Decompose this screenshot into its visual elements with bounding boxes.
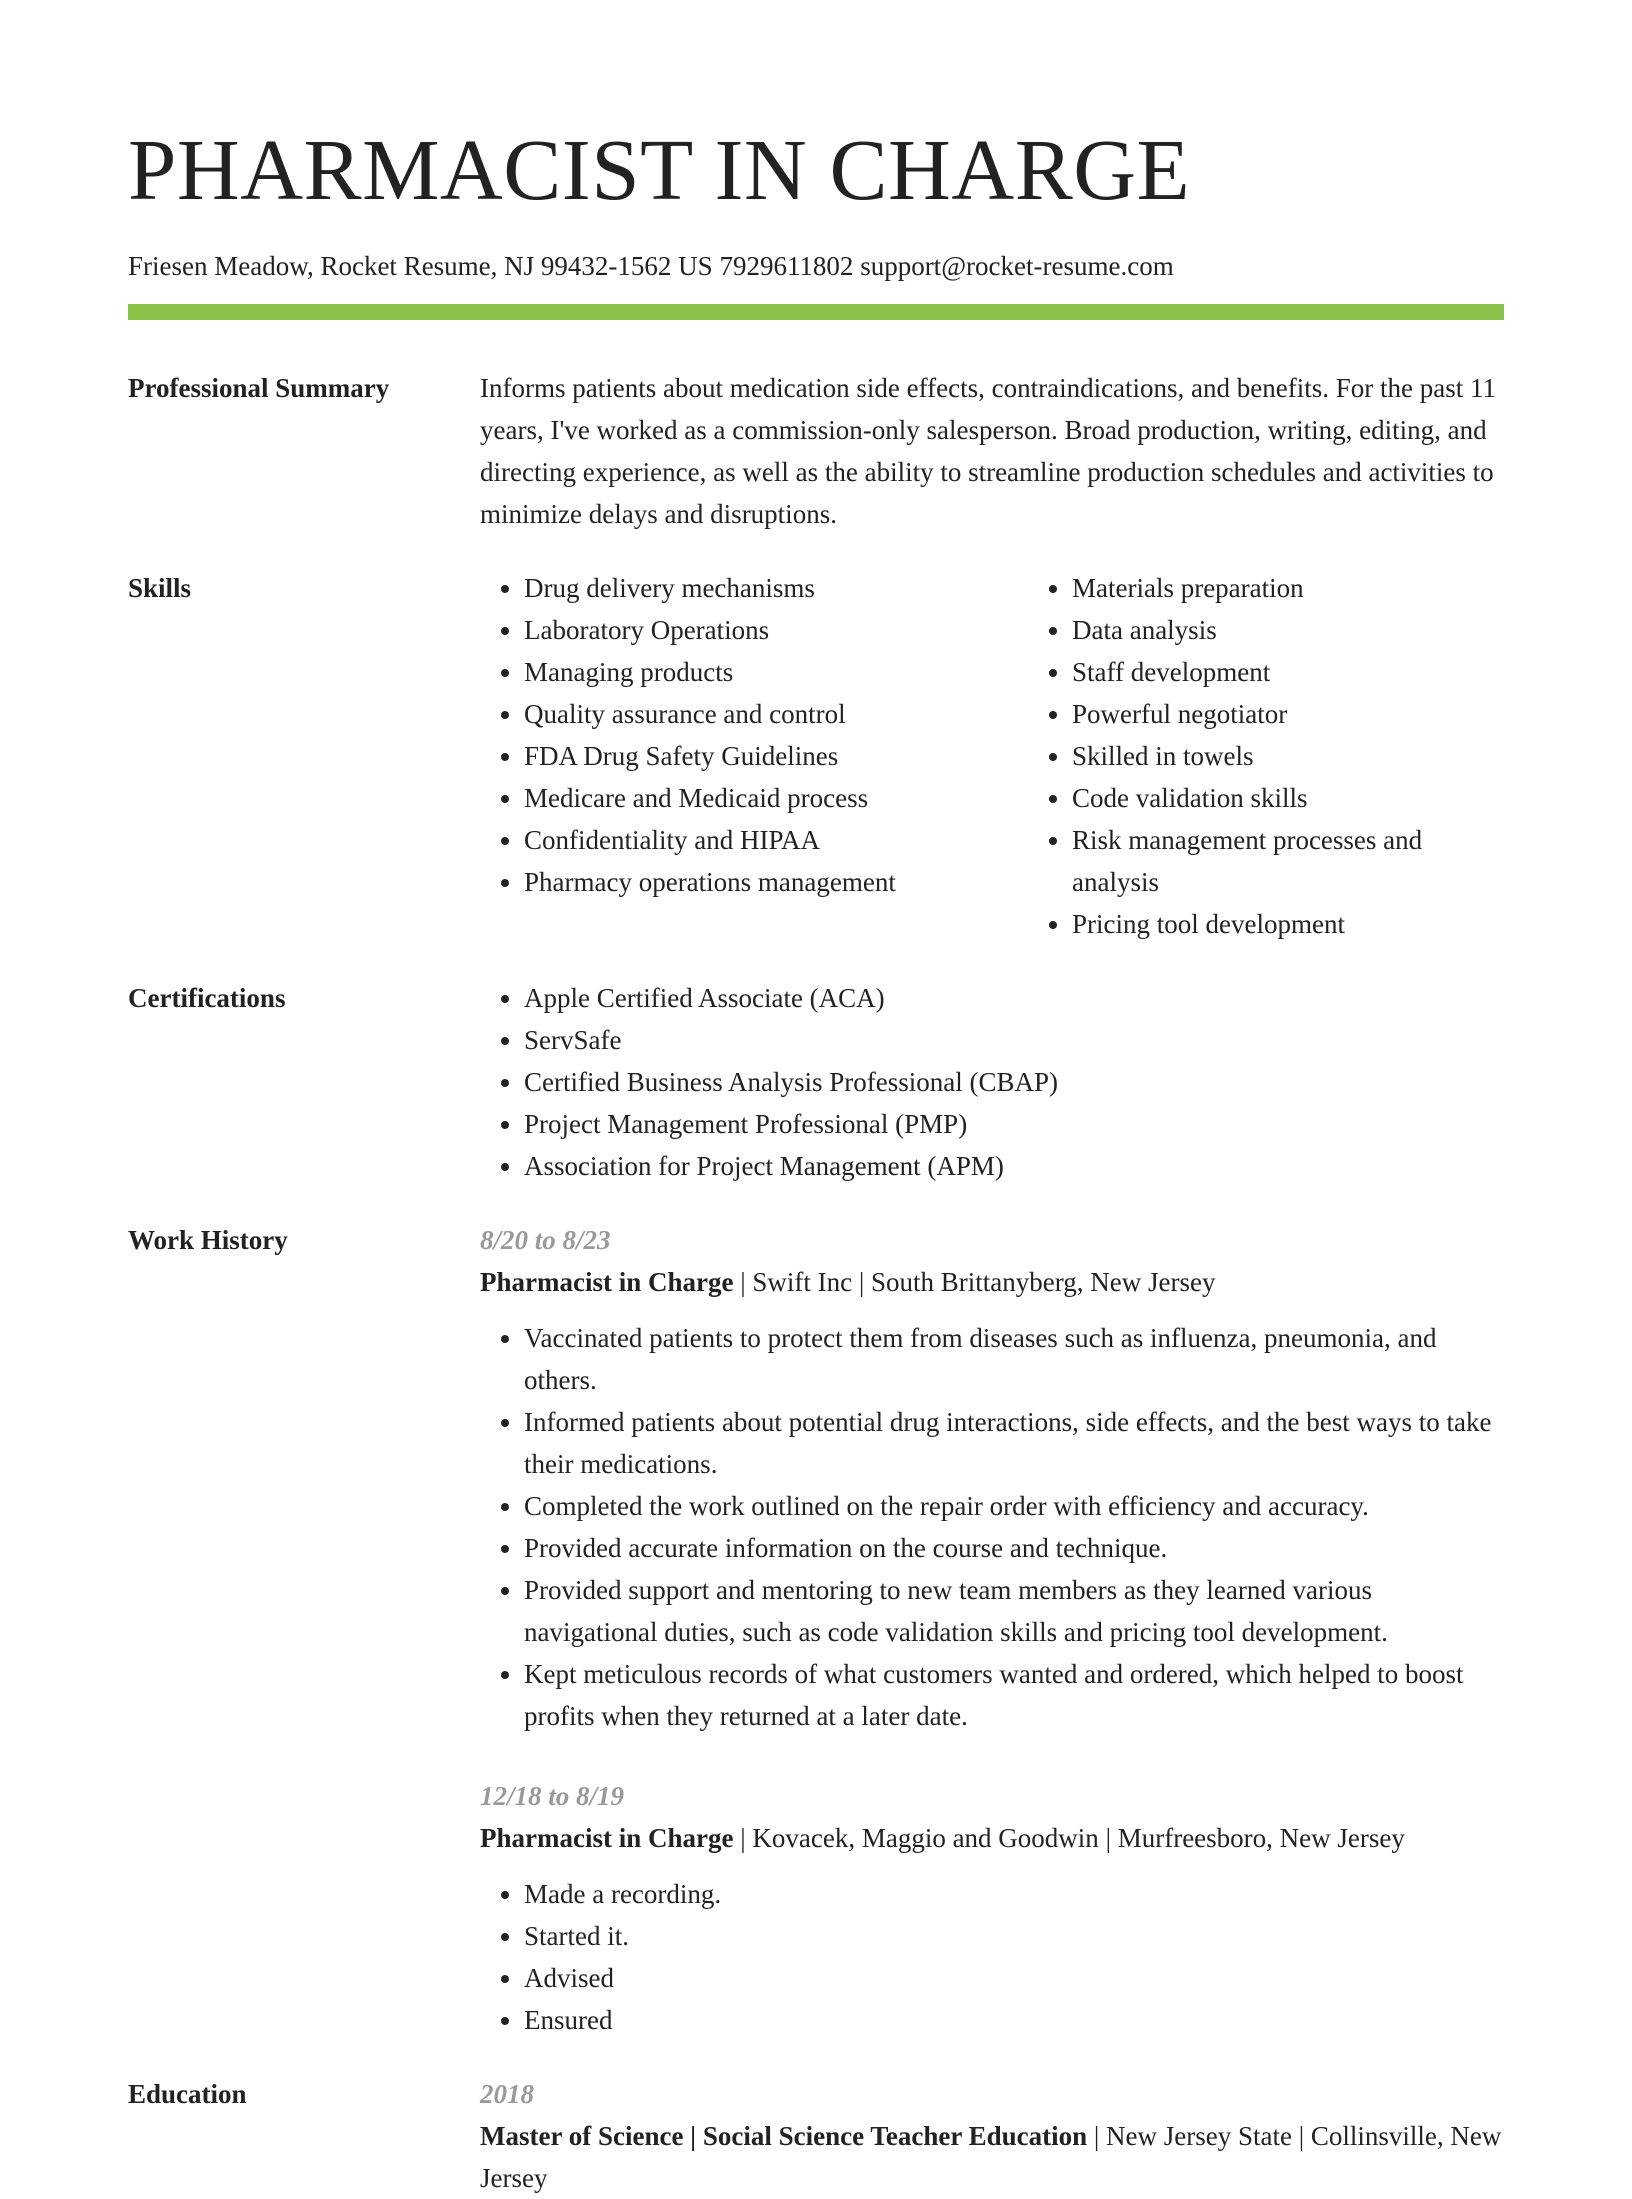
header-divider bbox=[128, 304, 1504, 320]
list-item: • Started it. bbox=[524, 1915, 1504, 1957]
job-title-line bbox=[480, 1817, 1504, 1859]
education-location: Collinsville, New Jersey bbox=[480, 2121, 1502, 2193]
list-item: • Drug delivery mechanisms bbox=[524, 567, 1028, 609]
education-school: New Jersey State bbox=[1106, 2121, 1292, 2151]
education-degree: Master of Science | Social Science Teacher Education bbox=[480, 2121, 1088, 2151]
job-company: Swift Inc bbox=[752, 1267, 853, 1297]
contact-line bbox=[128, 248, 1504, 284]
separator bbox=[1087, 2121, 1106, 2151]
list-item: • Laboratory Operations bbox=[524, 609, 1028, 651]
contact-email: support@rocket-resume.com bbox=[860, 251, 1174, 281]
list-item: • Quality assurance and control bbox=[524, 693, 1028, 735]
skills-list-1 bbox=[480, 567, 1028, 945]
work-history-body bbox=[480, 1219, 1504, 2041]
list-item: • Medicare and Medicaid process bbox=[524, 777, 1028, 819]
section-label-skills: Skills bbox=[128, 573, 192, 603]
job-title: Pharmacist in Charge bbox=[480, 1823, 734, 1853]
job-duties-list bbox=[480, 1873, 1504, 2041]
list-item: • Managing products bbox=[524, 651, 1028, 693]
list-item: • Certified Business Analysis Professional (CBAP) bbox=[524, 1061, 1504, 1103]
certifications-list bbox=[480, 977, 1504, 1187]
list-item: • Code validation skills bbox=[1072, 777, 1504, 819]
separator bbox=[852, 1267, 871, 1297]
job-dates: 8/20 to 8/23 bbox=[480, 1225, 611, 1255]
education-dates: 2018 bbox=[480, 2079, 534, 2109]
separator bbox=[733, 1267, 752, 1297]
skills-section bbox=[128, 567, 1504, 945]
skills-list-2 bbox=[1028, 567, 1504, 945]
list-item: • Kept meticulous records of what customers wanted and ordered, which helped to boost profits when they returned at a later date. bbox=[524, 1653, 1504, 1737]
contact-address: Friesen Meadow, Rocket Resume, NJ 99432-1562 US bbox=[128, 251, 713, 281]
job-entry bbox=[480, 1775, 1504, 2041]
list-item: • Provided accurate information on the course and technique. bbox=[524, 1527, 1504, 1569]
list-item: • Powerful negotiator bbox=[1072, 693, 1504, 735]
section-label-work-history: Work History bbox=[128, 1225, 288, 1255]
skills-body bbox=[480, 567, 1504, 945]
education-body bbox=[480, 2073, 1504, 2199]
summary-body bbox=[480, 367, 1504, 535]
list-item: • Project Management Professional (PMP) bbox=[524, 1103, 1504, 1145]
job-title: Pharmacist in Charge bbox=[480, 1267, 734, 1297]
list-item: • Made a recording. bbox=[524, 1873, 1504, 1915]
list-item: • Confidentiality and HIPAA bbox=[524, 819, 1028, 861]
list-item: • ServSafe bbox=[524, 1019, 1504, 1061]
education-line bbox=[480, 2115, 1504, 2199]
section-label-education: Education bbox=[128, 2079, 247, 2109]
list-item: • Vaccinated patients to protect them from diseases such as influenza, pneumonia, and others. bbox=[524, 1317, 1504, 1401]
job-location: Murfreesboro, New Jersey bbox=[1117, 1823, 1405, 1853]
list-item: • Data analysis bbox=[1072, 609, 1504, 651]
list-item: • Materials preparation bbox=[1072, 567, 1504, 609]
resume-page bbox=[128, 0, 1504, 2199]
list-item: • Provided support and mentoring to new team members as they learned various navigational duties, such as code validation skills and pricing tool development. bbox=[524, 1569, 1504, 1653]
list-item: • Skilled in towels bbox=[1072, 735, 1504, 777]
list-item: • Risk management processes and analysis bbox=[1072, 819, 1504, 903]
list-item: • Completed the work outlined on the repair order with efficiency and accuracy. bbox=[524, 1485, 1504, 1527]
separator bbox=[733, 1823, 752, 1853]
job-company: Kovacek, Maggio and Goodwin bbox=[752, 1823, 1099, 1853]
section-label-summary: Professional Summary bbox=[128, 373, 390, 403]
certifications-section bbox=[128, 977, 1504, 1187]
list-item: • Ensured bbox=[524, 1999, 1504, 2041]
certifications-body bbox=[480, 977, 1504, 1187]
document-title: PHARMACIST IN CHARGE bbox=[128, 121, 1191, 218]
job-entry bbox=[480, 1219, 1504, 1737]
list-item: • Pricing tool development bbox=[1072, 903, 1504, 945]
job-title-line bbox=[480, 1261, 1504, 1303]
separator bbox=[1292, 2121, 1311, 2151]
list-item: • Association for Project Management (APM) bbox=[524, 1145, 1504, 1187]
work-history-section bbox=[128, 1219, 1504, 2041]
job-duties-list bbox=[480, 1317, 1504, 1737]
list-item: • Advised bbox=[524, 1957, 1504, 1999]
contact-phone: 7929611802 bbox=[719, 251, 854, 281]
section-label-certifications: Certifications bbox=[128, 983, 286, 1013]
list-item: • FDA Drug Safety Guidelines bbox=[524, 735, 1028, 777]
list-item: • Pharmacy operations management bbox=[524, 861, 1028, 903]
skills-columns bbox=[480, 567, 1504, 945]
list-item: • Staff development bbox=[1072, 651, 1504, 693]
summary-text: Informs patients about medication side effects, contraindications, and benefits. For the past 11 years, I've worked as a commission-only salesperson. Broad production, writing, editing, and directing experience, as well as the ability to streamline production schedules and activities to minimize delays and disruptions. bbox=[480, 373, 1496, 529]
education-section bbox=[128, 2073, 1504, 2199]
summary-section bbox=[128, 367, 1504, 535]
separator bbox=[1099, 1823, 1118, 1853]
job-dates: 12/18 to 8/19 bbox=[480, 1781, 625, 1811]
list-item: • Apple Certified Associate (ACA) bbox=[524, 977, 1504, 1019]
list-item: • Informed patients about potential drug interactions, side effects, and the best ways to take their medications. bbox=[524, 1401, 1504, 1485]
job-location: South Brittanyberg, New Jersey bbox=[871, 1267, 1216, 1297]
